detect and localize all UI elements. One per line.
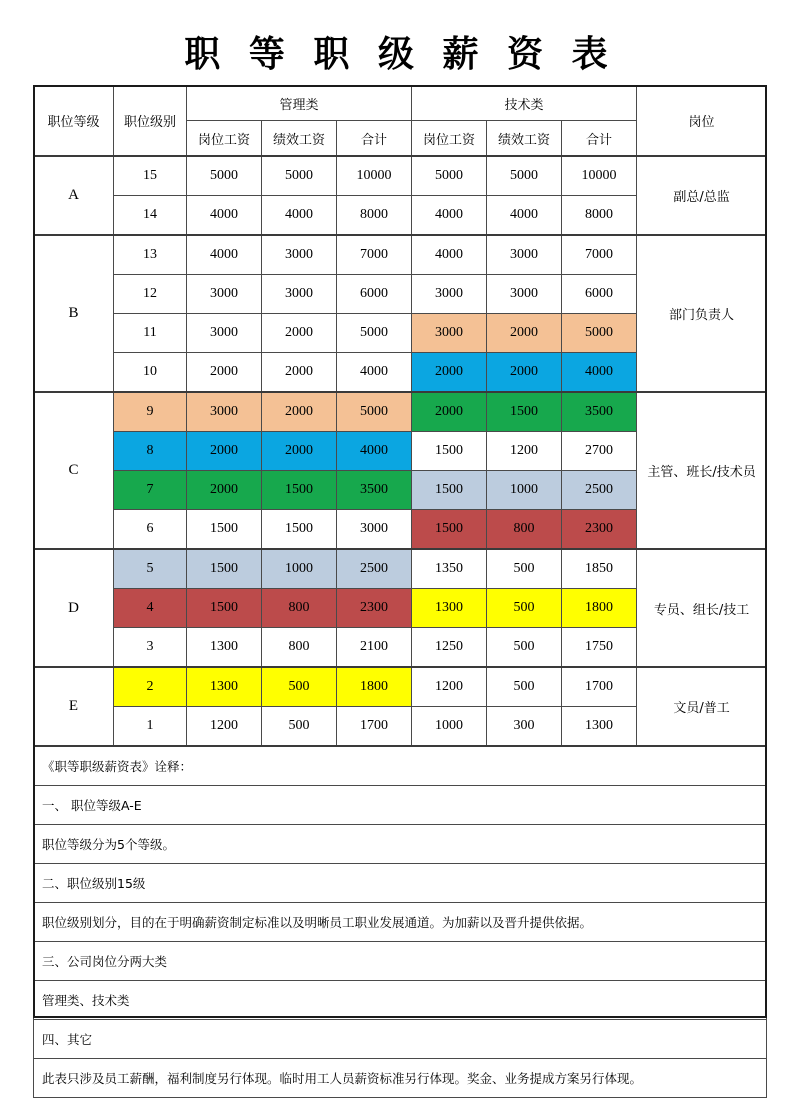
mgmt-performance-cell: 4000 bbox=[262, 196, 337, 236]
note-row bbox=[34, 786, 767, 825]
post-cell: 主管、班长/技术员 bbox=[637, 392, 767, 549]
grade-cell: C bbox=[34, 392, 114, 549]
mgmt-total-cell: 2100 bbox=[337, 628, 412, 668]
mgmt-total-cell: 3500 bbox=[337, 471, 412, 510]
tech-base-cell: 1500 bbox=[412, 432, 487, 471]
mgmt-performance-cell: 500 bbox=[262, 707, 337, 746]
tech-performance-cell: 500 bbox=[487, 589, 562, 628]
tech-base-cell: 1250 bbox=[412, 628, 487, 668]
tech-total-cell: 1850 bbox=[562, 549, 637, 589]
table-row bbox=[34, 235, 767, 275]
tech-total-cell: 6000 bbox=[562, 275, 637, 314]
tech-base-cell: 1500 bbox=[412, 510, 487, 550]
mgmt-total-cell: 5000 bbox=[337, 392, 412, 432]
salary-table-head bbox=[34, 86, 767, 157]
tech-total-cell: 2300 bbox=[562, 510, 637, 550]
header-mgmt-base: 岗位工资 bbox=[187, 121, 262, 157]
tech-base-cell: 4000 bbox=[412, 235, 487, 275]
tech-performance-cell: 3000 bbox=[487, 275, 562, 314]
tech-total-cell: 1800 bbox=[562, 589, 637, 628]
tech-total-cell: 2700 bbox=[562, 432, 637, 471]
table-row bbox=[34, 667, 767, 707]
tech-base-cell: 1200 bbox=[412, 667, 487, 707]
mgmt-total-cell: 1700 bbox=[337, 707, 412, 746]
mgmt-performance-cell: 3000 bbox=[262, 235, 337, 275]
note-row bbox=[34, 1059, 767, 1098]
mgmt-performance-cell: 1000 bbox=[262, 549, 337, 589]
mgmt-base-cell: 1500 bbox=[187, 589, 262, 628]
header-mgmt-total: 合计 bbox=[337, 121, 412, 157]
note-text: 此表只涉及员工薪酬，福利制度另行体现。临时用工人员薪资标准另行体现。奖金、业务提成方案另行体现。 bbox=[34, 1059, 767, 1098]
tech-total-cell: 8000 bbox=[562, 196, 637, 236]
tech-total-cell: 2500 bbox=[562, 471, 637, 510]
mgmt-total-cell: 1800 bbox=[337, 667, 412, 707]
tech-performance-cell: 500 bbox=[487, 628, 562, 668]
tech-total-cell: 5000 bbox=[562, 314, 637, 353]
tech-base-cell: 4000 bbox=[412, 196, 487, 236]
tech-performance-cell: 1200 bbox=[487, 432, 562, 471]
mgmt-total-cell: 10000 bbox=[337, 156, 412, 196]
tech-base-cell: 3000 bbox=[412, 275, 487, 314]
tech-performance-cell: 2000 bbox=[487, 314, 562, 353]
header-group-management: 管理类 bbox=[187, 86, 412, 121]
level-cell: 9 bbox=[114, 392, 187, 432]
tech-performance-cell: 500 bbox=[487, 549, 562, 589]
mgmt-total-cell: 3000 bbox=[337, 510, 412, 550]
grade-cell: B bbox=[34, 235, 114, 392]
level-cell: 8 bbox=[114, 432, 187, 471]
header-group-technical: 技术类 bbox=[412, 86, 637, 121]
note-row bbox=[34, 981, 767, 1020]
table-row bbox=[34, 392, 767, 432]
notes-table bbox=[33, 745, 767, 1098]
post-cell: 副总/总监 bbox=[637, 156, 767, 235]
tech-total-cell: 1300 bbox=[562, 707, 637, 746]
level-cell: 10 bbox=[114, 353, 187, 393]
mgmt-performance-cell: 2000 bbox=[262, 392, 337, 432]
tech-base-cell: 5000 bbox=[412, 156, 487, 196]
level-cell: 1 bbox=[114, 707, 187, 746]
level-cell: 15 bbox=[114, 156, 187, 196]
tech-performance-cell: 5000 bbox=[487, 156, 562, 196]
mgmt-base-cell: 3000 bbox=[187, 392, 262, 432]
note-text: 三、公司岗位分两大类 bbox=[34, 942, 767, 981]
mgmt-performance-cell: 500 bbox=[262, 667, 337, 707]
tech-total-cell: 3500 bbox=[562, 392, 637, 432]
level-cell: 7 bbox=[114, 471, 187, 510]
mgmt-base-cell: 4000 bbox=[187, 196, 262, 236]
mgmt-performance-cell: 5000 bbox=[262, 156, 337, 196]
tech-performance-cell: 1000 bbox=[487, 471, 562, 510]
header-post: 岗位 bbox=[637, 86, 767, 157]
mgmt-total-cell: 2300 bbox=[337, 589, 412, 628]
post-cell: 专员、组长/技工 bbox=[637, 549, 767, 667]
level-cell: 3 bbox=[114, 628, 187, 668]
mgmt-performance-cell: 2000 bbox=[262, 353, 337, 393]
tech-base-cell: 1500 bbox=[412, 471, 487, 510]
mgmt-total-cell: 4000 bbox=[337, 353, 412, 393]
grade-cell: A bbox=[34, 156, 114, 235]
tech-total-cell: 1700 bbox=[562, 667, 637, 707]
post-cell: 部门负责人 bbox=[637, 235, 767, 392]
note-row bbox=[34, 746, 767, 786]
mgmt-total-cell: 6000 bbox=[337, 275, 412, 314]
note-text: 一、 职位等级A-E bbox=[34, 786, 767, 825]
mgmt-base-cell: 1300 bbox=[187, 667, 262, 707]
mgmt-base-cell: 1200 bbox=[187, 707, 262, 746]
mgmt-base-cell: 2000 bbox=[187, 471, 262, 510]
mgmt-total-cell: 5000 bbox=[337, 314, 412, 353]
header-grade: 职位等级 bbox=[34, 86, 114, 157]
salary-table bbox=[33, 85, 767, 746]
note-row bbox=[34, 1020, 767, 1059]
mgmt-base-cell: 1500 bbox=[187, 510, 262, 550]
grade-cell: E bbox=[34, 667, 114, 746]
tech-total-cell: 7000 bbox=[562, 235, 637, 275]
mgmt-performance-cell: 2000 bbox=[262, 432, 337, 471]
header-row-top bbox=[34, 86, 767, 121]
level-cell: 6 bbox=[114, 510, 187, 550]
header-mgmt-performance: 绩效工资 bbox=[262, 121, 337, 157]
tech-total-cell: 4000 bbox=[562, 353, 637, 393]
salary-table-container bbox=[33, 85, 767, 1098]
tech-base-cell: 2000 bbox=[412, 353, 487, 393]
mgmt-base-cell: 1500 bbox=[187, 549, 262, 589]
level-cell: 11 bbox=[114, 314, 187, 353]
level-cell: 5 bbox=[114, 549, 187, 589]
mgmt-performance-cell: 3000 bbox=[262, 275, 337, 314]
note-row bbox=[34, 942, 767, 981]
tech-base-cell: 1350 bbox=[412, 549, 487, 589]
note-text: 职位级别划分，目的在于明确薪资制定标准以及明晰员工职业发展通道。为加薪以及晋升提供依据。 bbox=[34, 903, 767, 942]
note-text: 二、职位级别15级 bbox=[34, 864, 767, 903]
grade-cell: D bbox=[34, 549, 114, 667]
header-tech-performance: 绩效工资 bbox=[487, 121, 562, 157]
note-row bbox=[34, 903, 767, 942]
mgmt-performance-cell: 800 bbox=[262, 628, 337, 668]
mgmt-performance-cell: 1500 bbox=[262, 510, 337, 550]
level-cell: 13 bbox=[114, 235, 187, 275]
mgmt-total-cell: 7000 bbox=[337, 235, 412, 275]
tech-performance-cell: 2000 bbox=[487, 353, 562, 393]
level-cell: 4 bbox=[114, 589, 187, 628]
level-cell: 12 bbox=[114, 275, 187, 314]
tech-performance-cell: 4000 bbox=[487, 196, 562, 236]
mgmt-performance-cell: 1500 bbox=[262, 471, 337, 510]
notes-body bbox=[34, 746, 767, 1098]
note-text: 四、其它 bbox=[34, 1020, 767, 1059]
tech-base-cell: 1000 bbox=[412, 707, 487, 746]
tech-performance-cell: 1500 bbox=[487, 392, 562, 432]
table-row bbox=[34, 549, 767, 589]
tech-performance-cell: 3000 bbox=[487, 235, 562, 275]
mgmt-base-cell: 5000 bbox=[187, 156, 262, 196]
mgmt-total-cell: 2500 bbox=[337, 549, 412, 589]
mgmt-total-cell: 4000 bbox=[337, 432, 412, 471]
note-text: 管理类、技术类 bbox=[34, 981, 767, 1020]
mgmt-base-cell: 2000 bbox=[187, 432, 262, 471]
note-text: 职位等级分为5个等级。 bbox=[34, 825, 767, 864]
note-row bbox=[34, 825, 767, 864]
note-text: 《职等职级薪资表》诠释： bbox=[34, 746, 767, 786]
level-cell: 2 bbox=[114, 667, 187, 707]
tech-performance-cell: 500 bbox=[487, 667, 562, 707]
tech-total-cell: 1750 bbox=[562, 628, 637, 668]
tech-base-cell: 2000 bbox=[412, 392, 487, 432]
note-row bbox=[34, 864, 767, 903]
mgmt-base-cell: 3000 bbox=[187, 275, 262, 314]
table-row bbox=[34, 156, 767, 196]
level-cell: 14 bbox=[114, 196, 187, 236]
mgmt-base-cell: 3000 bbox=[187, 314, 262, 353]
mgmt-performance-cell: 800 bbox=[262, 589, 337, 628]
post-cell: 文员/普工 bbox=[637, 667, 767, 746]
header-tech-total: 合计 bbox=[562, 121, 637, 157]
mgmt-performance-cell: 2000 bbox=[262, 314, 337, 353]
tech-base-cell: 1300 bbox=[412, 589, 487, 628]
header-tech-base: 岗位工资 bbox=[412, 121, 487, 157]
tech-base-cell: 3000 bbox=[412, 314, 487, 353]
header-level: 职位级别 bbox=[114, 86, 187, 157]
tech-performance-cell: 800 bbox=[487, 510, 562, 550]
salary-table-body bbox=[34, 156, 767, 746]
mgmt-base-cell: 4000 bbox=[187, 235, 262, 275]
tech-total-cell: 10000 bbox=[562, 156, 637, 196]
page-title: 职 等 职 级 薪 资 表 bbox=[184, 34, 616, 75]
tech-performance-cell: 300 bbox=[487, 707, 562, 746]
mgmt-total-cell: 8000 bbox=[337, 196, 412, 236]
mgmt-base-cell: 1300 bbox=[187, 628, 262, 668]
mgmt-base-cell: 2000 bbox=[187, 353, 262, 393]
